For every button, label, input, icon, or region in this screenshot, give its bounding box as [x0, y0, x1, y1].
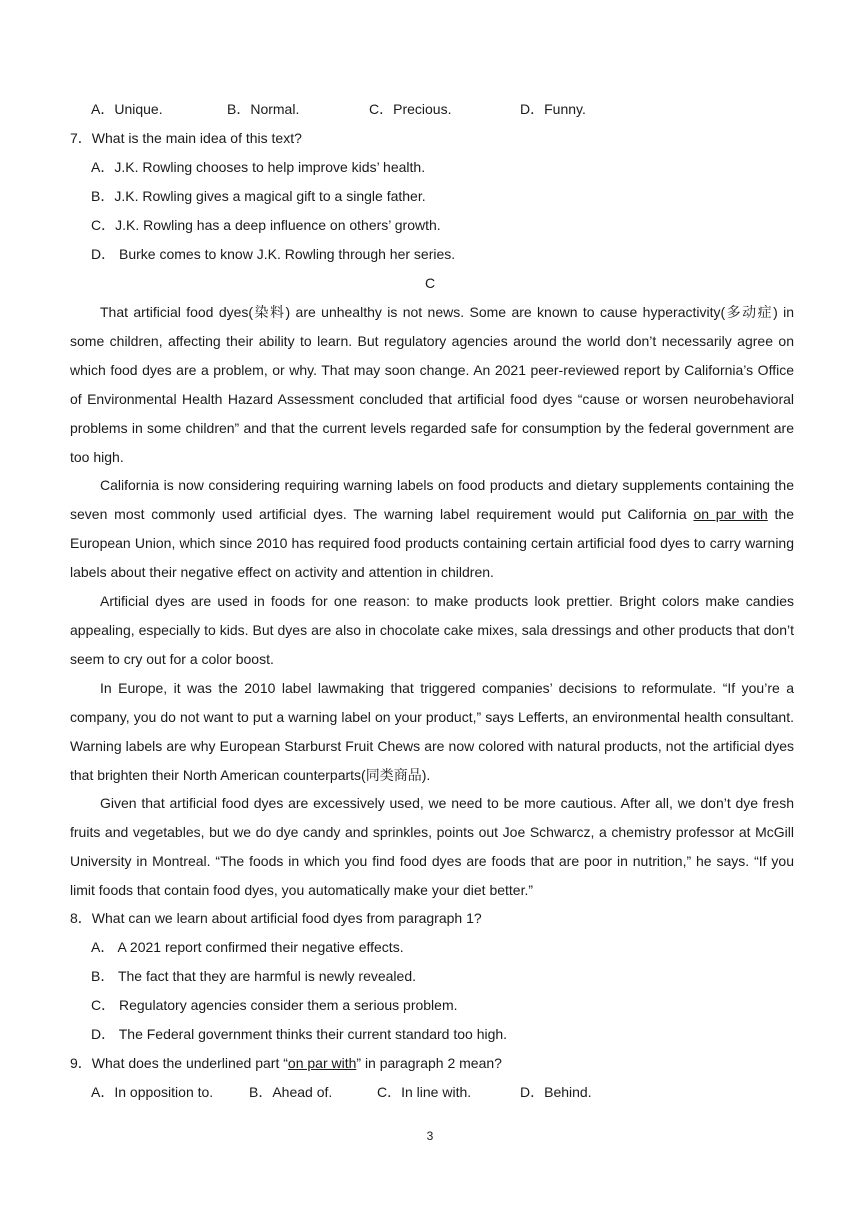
p3-line: seem to cry out for a color boost. — [70, 651, 274, 667]
passage-paragraph-4 — [70, 678, 794, 794]
p2-line: California is now considering requiring warning labels on food products and dietary supplements containing the — [100, 477, 794, 493]
p1-line: which food dyes are a problem, or why. That may soon change. An 2021 peer-reviewed report by California’s Office — [70, 362, 794, 378]
passage-paragraph-2 — [70, 475, 794, 591]
q6-option-a: A．Unique. — [91, 101, 163, 117]
q7-option-b: B．J.K. Rowling gives a magical gift to a single father. — [91, 188, 426, 204]
p2-text: seven most commonly used artificial dyes. The warning label requirement would put California — [70, 506, 694, 522]
p2-line: labels about their negative effect on activity and attention in children. — [70, 564, 494, 580]
passage-paragraph-1 — [70, 302, 794, 476]
q9-stem-text: ” in paragraph 2 mean? — [356, 1055, 502, 1071]
q6-option-b: B．Normal. — [227, 101, 300, 117]
q9-underlined-phrase: on par with — [287, 1055, 357, 1071]
q7-option-a: A．J.K. Rowling chooses to help improve kids’ health. — [91, 159, 426, 175]
q8-stem: 8．What can we learn about artificial food dyes from paragraph 1? — [70, 910, 482, 926]
p5-line: limit foods that contain food dyes, you automatically make your diet better.” — [70, 882, 534, 898]
q8-option-d: D． The Federal government thinks their current standard too high. — [91, 1026, 508, 1042]
p5-line: University in Montreal. “The foods in which you find food dyes are foods that are poor in nutrition,” he says. “If you — [70, 853, 794, 869]
p1-line: some children, affecting their ability to learn. But regulatory agencies around the world don’t necessarily agree on — [70, 333, 794, 349]
q9-option-d: D．Behind. — [520, 1084, 592, 1100]
p1-line: of Environmental Health Hazard Assessment concluded that artificial food dyes “cause or worsen neurobehavioral — [70, 391, 794, 407]
page-number: 3 — [426, 1129, 434, 1143]
q9-stem-text: 9．What does the underlined part “ — [70, 1055, 288, 1071]
q8-option-c: C． Regulatory agencies consider them a serious problem. — [91, 997, 458, 1013]
q6-option-d: D．Funny. — [520, 101, 586, 117]
section-label: C — [424, 275, 436, 291]
p4-line: In Europe, it was the 2010 label lawmaking that triggered companies’ decisions to reformulate. “If you’re a — [100, 680, 794, 696]
q9-option-c: C．In line with. — [377, 1084, 472, 1100]
q9-option-b: B．Ahead of. — [249, 1084, 333, 1100]
q9-option-a: A．In opposition to. — [91, 1084, 214, 1100]
p2-text: the — [767, 506, 794, 522]
q7-stem: 7．What is the main idea of this text? — [70, 130, 302, 146]
q7-option-d: D． Burke comes to know J.K. Rowling through her series. — [91, 246, 456, 262]
q9-stem — [70, 1053, 502, 1073]
p4-line: company, you do not want to put a warning label on your product,” says Lefferts, an environmental health consultant. — [70, 709, 794, 725]
passage-paragraph-5 — [70, 793, 794, 909]
q8-option-a: A． A 2021 report confirmed their negative effects. — [91, 939, 404, 955]
p1-line: problems in some children” and that the current levels regarded safe for consumption by the federal government are — [70, 420, 794, 436]
passage-paragraph-3 — [70, 591, 794, 678]
p3-line: appealing, especially to kids. But dyes are also in chocolate cake mixes, sala dressings and other products that don’t — [70, 622, 794, 638]
p2-line-with-underline — [70, 504, 794, 533]
p4-line: Warning labels are why European Starburst Fruit Chews are now colored with natural products, not the artificial dyes — [70, 738, 794, 754]
p3-line: Artificial dyes are used in foods for one reason: to make products look prettier. Bright colors make candies — [100, 593, 794, 609]
p5-line: Given that artificial food dyes are excessively used, we need to be more cautious. After all, we don’t dye fresh — [100, 795, 794, 811]
underlined-phrase: on par with — [693, 506, 768, 522]
p5-line: fruits and vegetables, but we do dye candy and sprinkles, points out Joe Schwarcz, a chemistry professor at McGill — [70, 824, 794, 840]
p4-line: that brighten their North American counterparts(同类商品). — [70, 767, 431, 783]
p1-line: That artificial food dyes(染料) are unhealthy is not news. Some are known to cause hyperactivity(多动症) in — [100, 304, 794, 320]
p2-line: European Union, which since 2010 has required food products containing certain artificial food dyes to carry warning — [70, 535, 794, 551]
q6-option-c: C．Precious. — [369, 101, 452, 117]
p1-line: too high. — [70, 449, 124, 465]
q8-option-b: B． The fact that they are harmful is newly revealed. — [91, 968, 417, 984]
q7-option-c: C．J.K. Rowling has a deep influence on others’ growth. — [91, 217, 441, 233]
